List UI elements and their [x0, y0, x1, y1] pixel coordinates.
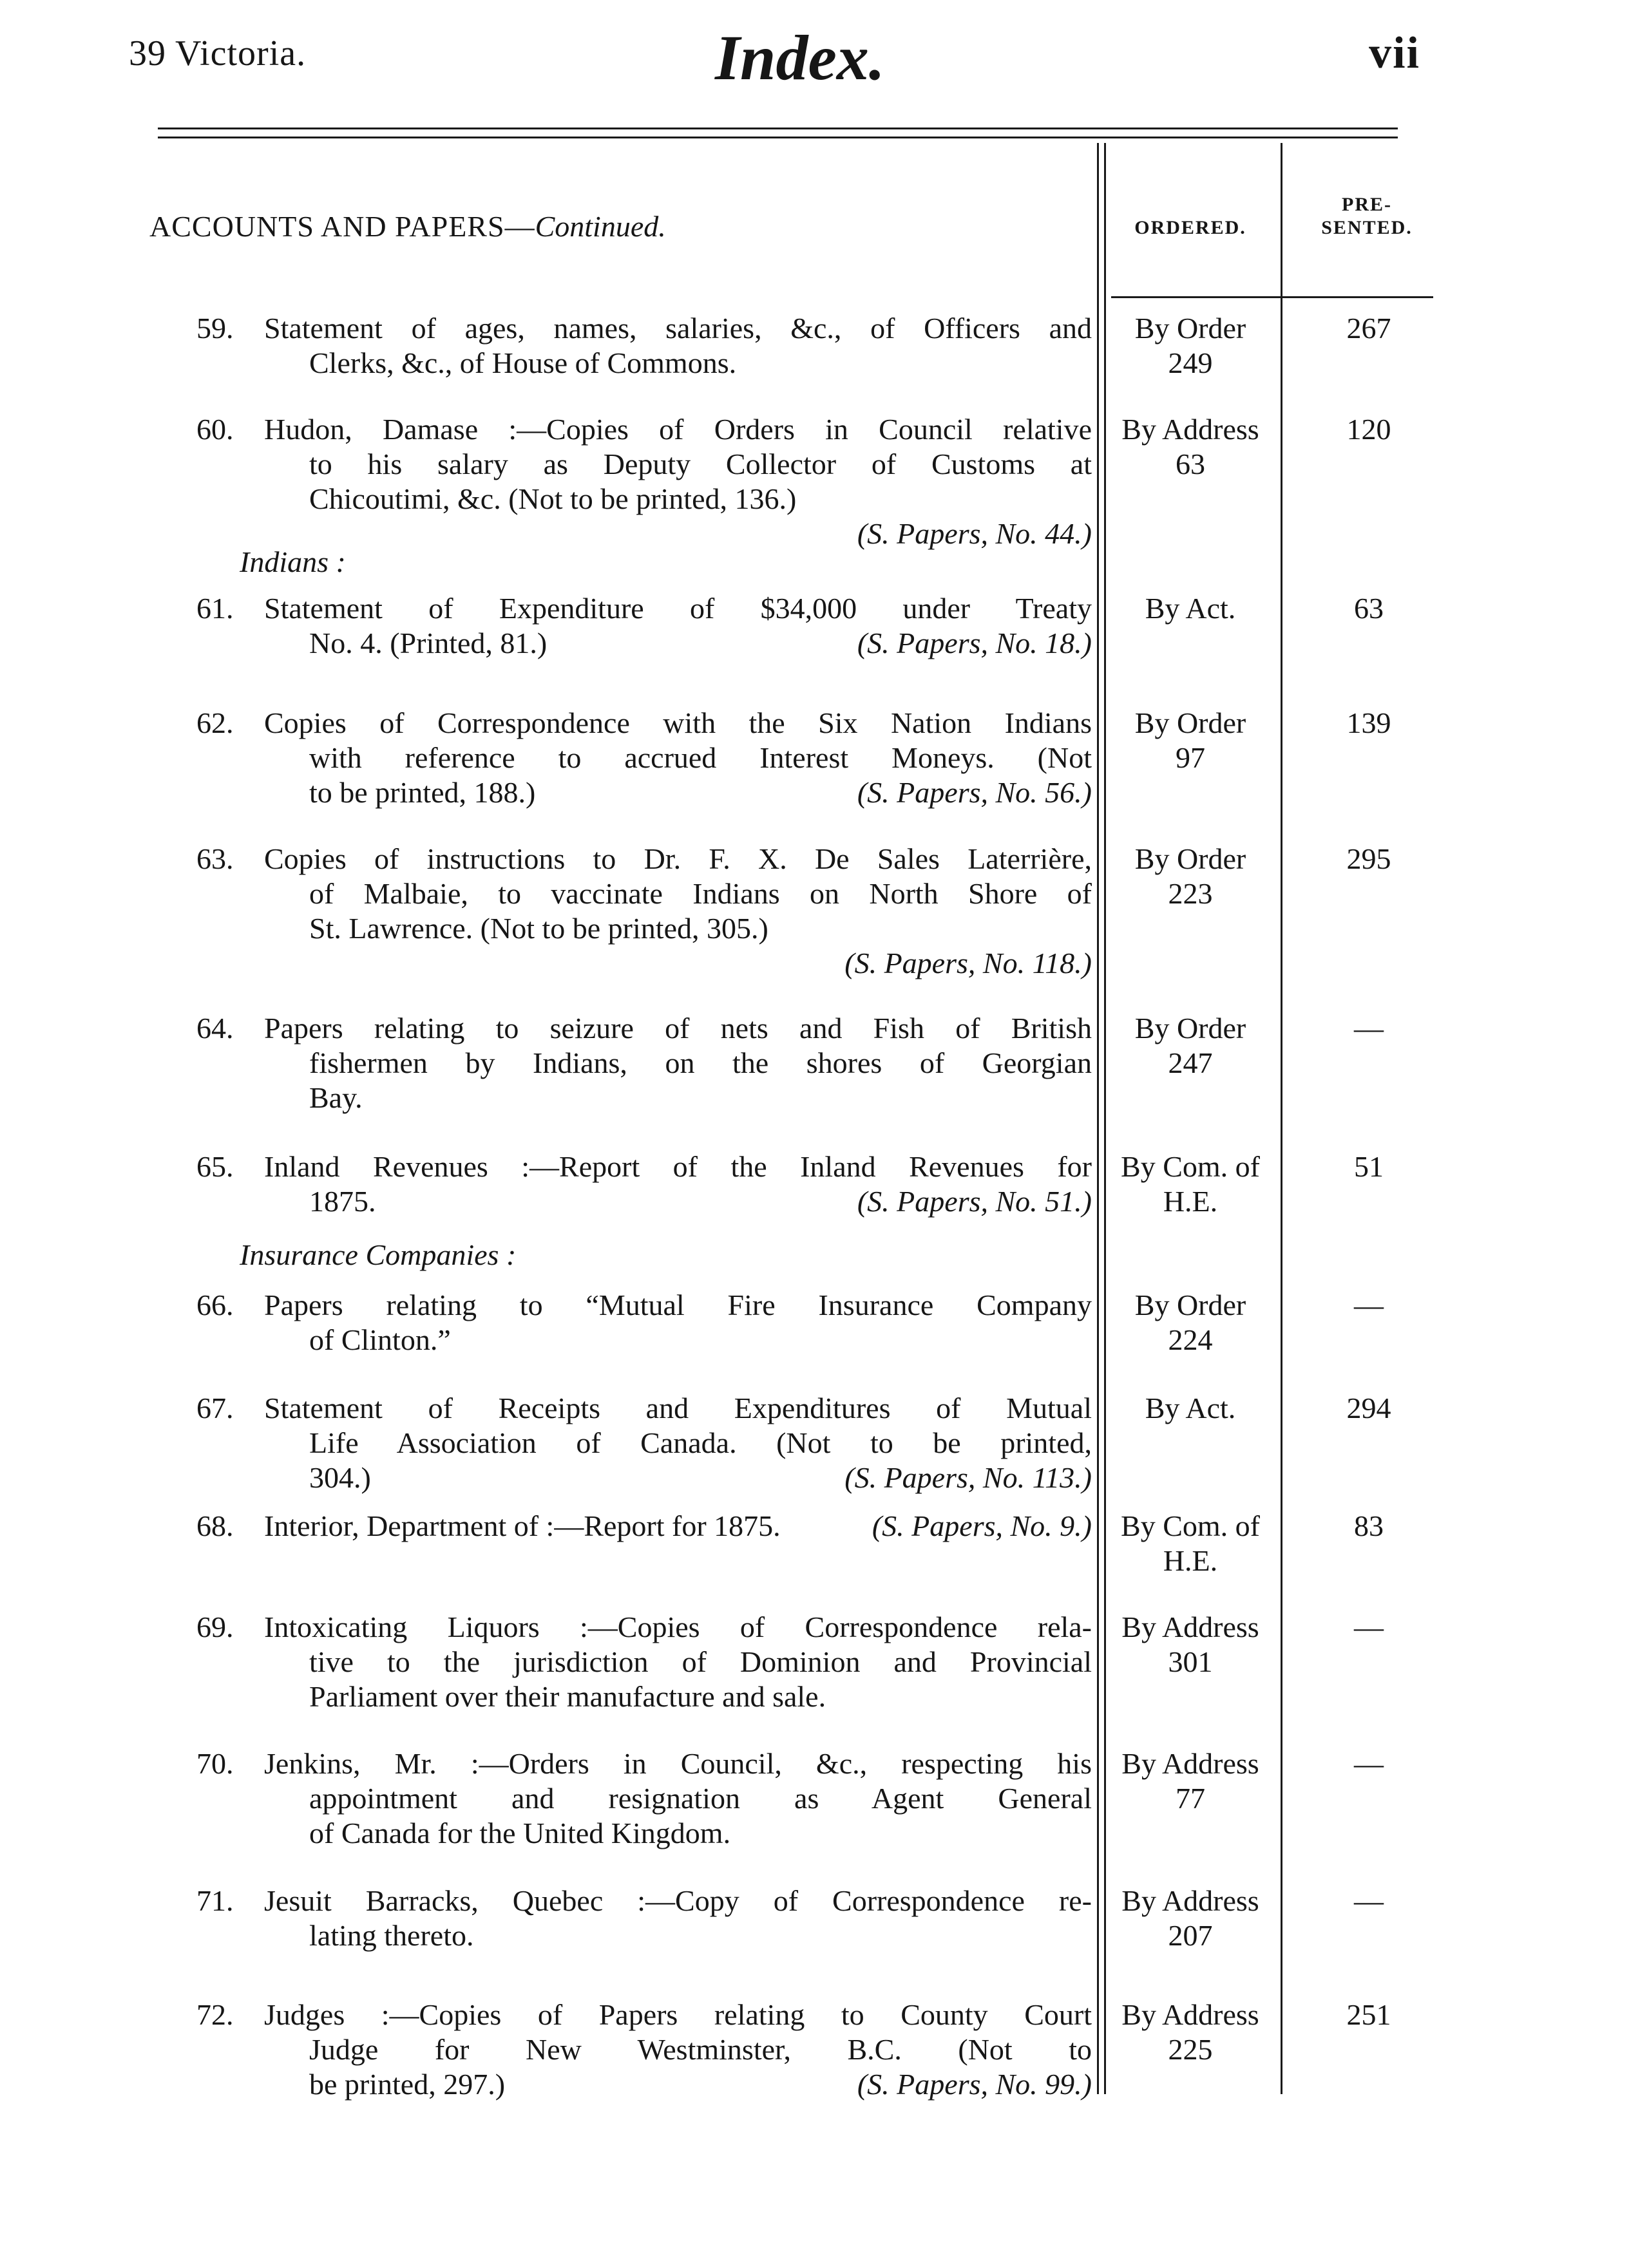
- entry-text: [196, 706, 1092, 810]
- entry-text: [196, 1011, 1092, 1115]
- section-title: [149, 207, 666, 246]
- entry-line: Life Association of Canada. (Not to be printed,: [309, 1426, 1092, 1459]
- entry-ordered-line: By Order: [1134, 1289, 1246, 1321]
- entry-ordered: [1103, 1288, 1278, 1357]
- entry-ordered-line: By Act.: [1145, 1392, 1236, 1424]
- entry-presented: 63: [1354, 592, 1384, 625]
- entry-presented: 294: [1346, 1392, 1391, 1424]
- entry-line: Chicoutimi, &c. (Not to be printed, 136.): [309, 482, 797, 515]
- entry-line: appointment and resignation as Agent General: [309, 1782, 1092, 1815]
- entry-ordered: [1103, 1509, 1278, 1578]
- entry-presented: 83: [1354, 1509, 1384, 1542]
- entry-line: Statement of ages, names, salaries, &c., of Officers and: [264, 312, 1092, 345]
- entry-line: Inland Revenues :—Report of the Inland Revenues for: [264, 1150, 1092, 1183]
- entry-presented: —: [1354, 1747, 1384, 1780]
- entry-number: 66.: [196, 1289, 234, 1321]
- header-rule-top: [158, 128, 1398, 129]
- column-header-ordered: ORDERED.: [1134, 217, 1246, 238]
- entry-line: Papers relating to seizure of nets and Fish of British: [264, 1012, 1092, 1044]
- entry-line: to be printed, 188.): [309, 776, 536, 809]
- entry-line: Judge for New Westminster, B.C. (Not to: [309, 2033, 1092, 2066]
- entry-sessional-paper-ref: (S. Papers, No. 56.): [857, 776, 1092, 809]
- entry-line: Papers relating to “Mutual Fire Insurance Company: [264, 1289, 1092, 1321]
- entry-ordered: [1103, 412, 1278, 482]
- entry-presented: 251: [1346, 1998, 1391, 2031]
- entry-presented: 295: [1346, 842, 1391, 875]
- entry-ordered-line: By Order: [1134, 706, 1246, 739]
- subhead-indians: Indians :: [240, 545, 346, 578]
- entry-line: St. Lawrence. (Not to be printed, 305.): [309, 912, 768, 945]
- column-header-presented: [1296, 193, 1438, 240]
- subhead-insurance: Insurance Companies :: [240, 1238, 517, 1271]
- entry-ordered-line: 224: [1168, 1323, 1213, 1356]
- entry-ordered-line: H.E.: [1163, 1544, 1218, 1577]
- entry-ordered-line: By Com. of: [1121, 1150, 1260, 1183]
- entry-number: 71.: [196, 1884, 234, 1917]
- entry-ordered: [1103, 1011, 1278, 1081]
- entry-ordered-line: 247: [1168, 1046, 1213, 1079]
- entry-line: Statement of Receipts and Expenditures of Mutual: [264, 1392, 1092, 1424]
- entry-number: 63.: [196, 842, 234, 875]
- entry-line: Copies of Correspondence with the Six Nation Indians: [264, 706, 1092, 739]
- entry-text: [196, 1746, 1092, 1851]
- entry-presented: —: [1354, 1884, 1384, 1917]
- entry-line: Interior, Department of :—Report for 1875.: [264, 1509, 781, 1542]
- entry-line: lating thereto.: [309, 1919, 474, 1952]
- entry-ordered-line: H.E.: [1163, 1185, 1218, 1218]
- entry-sessional-paper-ref: (S. Papers, No. 99.): [857, 2068, 1092, 2101]
- entry-ordered: [1103, 1746, 1278, 1816]
- entry-line: Jenkins, Mr. :—Orders in Council, &c., respecting his: [264, 1747, 1092, 1780]
- entry-ordered-line: By Address: [1121, 1884, 1259, 1917]
- entry-ordered-line: 249: [1168, 346, 1213, 379]
- entry-line: with reference to accrued Interest Moneys. (Not: [309, 741, 1092, 774]
- entry-presented: 139: [1346, 706, 1391, 739]
- entry-text: [196, 1509, 1092, 1544]
- column-header-presented-line2: SENTED.: [1321, 217, 1413, 238]
- entry-text: [196, 1149, 1092, 1219]
- entry-ordered: [1103, 706, 1278, 775]
- entry-line: be printed, 297.): [309, 2068, 506, 2101]
- entry-line: Judges :—Copies of Papers relating to County Court: [264, 1998, 1092, 2031]
- entry-line: Parliament over their manufacture and sale.: [309, 1680, 826, 1713]
- entry-presented: —: [1354, 1289, 1384, 1321]
- entry-sessional-paper-ref: (S. Papers, No. 51.): [857, 1185, 1092, 1218]
- column-rule-ordered: [1281, 143, 1282, 2094]
- entry-sessional-paper-ref: (S. Papers, No. 18.): [857, 627, 1092, 659]
- entry-line: Jesuit Barracks, Quebec :—Copy of Correspondence re-: [264, 1884, 1092, 1917]
- entry-ordered-line: 301: [1168, 1645, 1213, 1678]
- entry-number: 64.: [196, 1012, 234, 1044]
- entry-ordered-line: 97: [1176, 741, 1205, 774]
- entry-text: [196, 412, 1092, 551]
- entry-number: 69.: [196, 1611, 234, 1643]
- entry-text: [196, 1610, 1092, 1714]
- entry-ordered-line: By Com. of: [1121, 1509, 1260, 1542]
- entry-line: Hudon, Damase :—Copies of Orders in Council relative: [264, 413, 1092, 446]
- entry-ordered-line: 225: [1168, 2033, 1213, 2066]
- entry-line: 304.): [309, 1461, 371, 1494]
- section-title-main: ACCOUNTS AND PAPERS—: [149, 210, 535, 243]
- header-title: Index.: [715, 22, 885, 93]
- entry-line: 1875.: [309, 1185, 376, 1218]
- entry-presented: 120: [1346, 413, 1391, 446]
- entry-presented: 267: [1346, 312, 1391, 345]
- entry-ordered-line: By Order: [1134, 1012, 1246, 1044]
- entry-line: No. 4. (Printed, 81.): [309, 627, 548, 659]
- entry-text: [196, 591, 1092, 661]
- entry-number: 70.: [196, 1747, 234, 1780]
- entry-ordered: [1103, 1884, 1278, 1953]
- entry-line: Clerks, &c., of House of Commons.: [309, 346, 737, 379]
- entry-ordered-line: 63: [1176, 448, 1205, 480]
- entry-number: 68.: [196, 1509, 234, 1542]
- entry-text: [196, 311, 1092, 381]
- entry-line: Copies of instructions to Dr. F. X. De Sales Laterrière,: [264, 842, 1092, 875]
- entry-ordered: [1103, 591, 1278, 626]
- entry-line: of Clinton.”: [309, 1323, 451, 1356]
- entry-number: 67.: [196, 1392, 234, 1424]
- entry-ordered-line: By Order: [1134, 312, 1246, 345]
- entry-line: Intoxicating Liquors :—Copies of Correspondence rela-: [264, 1611, 1092, 1643]
- entry-line: of Canada for the United Kingdom.: [309, 1817, 731, 1849]
- entry-line: Statement of Expenditure of $34,000 under Treaty: [264, 592, 1092, 625]
- entry-ordered: [1103, 311, 1278, 381]
- entry-presented: 51: [1354, 1150, 1384, 1183]
- entry-ordered-line: 77: [1176, 1782, 1205, 1815]
- entry-text: [196, 1288, 1092, 1357]
- entry-text: [196, 842, 1092, 981]
- entry-sessional-paper-ref: (S. Papers, No. 9.): [872, 1509, 1092, 1542]
- entry-ordered: [1103, 1610, 1278, 1679]
- entry-line: to his salary as Deputy Collector of Customs at: [309, 448, 1092, 480]
- header-rule-bottom: [158, 137, 1398, 138]
- entry-ordered-line: 223: [1168, 877, 1213, 910]
- entry-ordered-line: By Address: [1121, 413, 1259, 446]
- entry-ordered: [1103, 842, 1278, 911]
- entry-number: 65.: [196, 1150, 234, 1183]
- entry-ordered: [1103, 1391, 1278, 1426]
- entry-sessional-paper-ref: (S. Papers, No. 44.): [857, 517, 1092, 550]
- entry-ordered: [1103, 1998, 1278, 2067]
- entry-ordered-line: By Act.: [1145, 592, 1236, 625]
- entry-sessional-paper-ref: (S. Papers, No. 118.): [844, 947, 1092, 979]
- entry-presented: —: [1354, 1012, 1384, 1044]
- entry-number: 59.: [196, 312, 234, 345]
- entry-line: Bay.: [309, 1081, 363, 1114]
- header-page-number: vii: [1369, 28, 1420, 78]
- entry-ordered-line: By Address: [1121, 1998, 1259, 2031]
- header-volume: 39 Victoria.: [129, 33, 307, 73]
- entry-text: [196, 1884, 1092, 1953]
- entry-number: 72.: [196, 1998, 234, 2031]
- entry-ordered-line: 207: [1168, 1919, 1213, 1952]
- column-header-rule: [1111, 296, 1433, 298]
- entry-line: of Malbaie, to vaccinate Indians on North Shore of: [309, 877, 1092, 910]
- entry-line: fishermen by Indians, on the shores of Georgian: [309, 1046, 1092, 1079]
- column-rule-text-left: [1097, 143, 1099, 2094]
- entry-number: 62.: [196, 706, 234, 739]
- entry-text: [196, 1998, 1092, 2102]
- entry-line: tive to the jurisdiction of Dominion and Provincial: [309, 1645, 1092, 1678]
- entry-ordered-line: By Address: [1121, 1747, 1259, 1780]
- entry-text: [196, 1391, 1092, 1495]
- section-title-continued: Continued.: [535, 210, 666, 243]
- entry-ordered-line: By Address: [1121, 1611, 1259, 1643]
- entry-number: 60.: [196, 413, 234, 446]
- entry-ordered: [1103, 1149, 1278, 1219]
- entry-sessional-paper-ref: (S. Papers, No. 113.): [844, 1461, 1092, 1494]
- entry-presented: —: [1354, 1611, 1384, 1643]
- column-header-presented-line1: PRE-: [1342, 194, 1392, 215]
- entry-number: 61.: [196, 592, 234, 625]
- entry-ordered-line: By Order: [1134, 842, 1246, 875]
